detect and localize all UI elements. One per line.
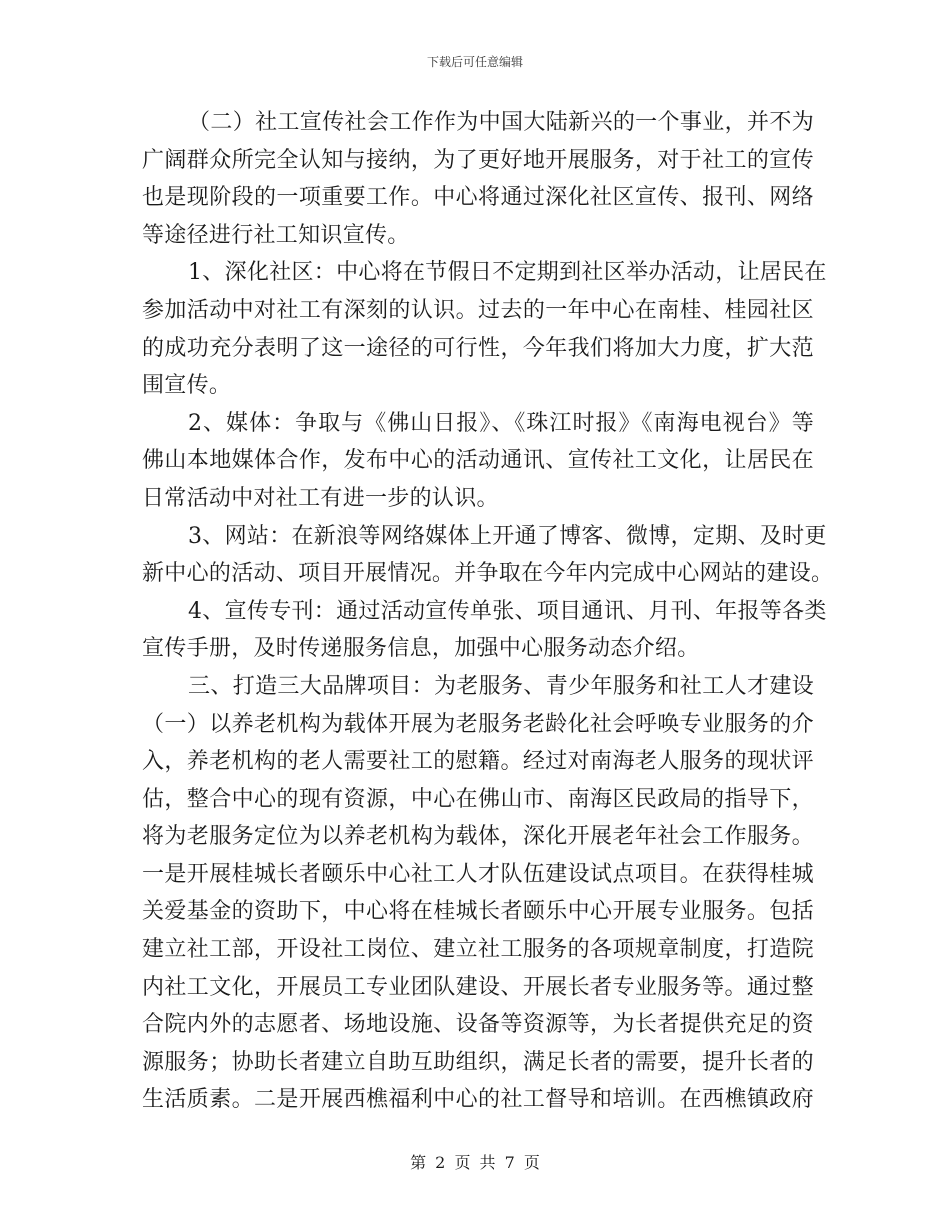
text-line: 关爱基金的资助下，中心将在桂城长者颐乐中心开展专业服务。包括 xyxy=(142,899,814,925)
text-line: 围宣传。 xyxy=(142,373,232,399)
text-line: 一是开展桂城长者颐乐中心社工人才队伍建设试点项目。在获得桂城 xyxy=(142,861,814,887)
page-number: 第 2 页 共 7 页 xyxy=(410,1153,540,1172)
text-line: 参加活动中对社工有深刻的认识。过去的一年中心在南桂、桂园社区 xyxy=(142,297,814,323)
text-line: （二）社工宣传社会工作作为中国大陆新兴的一个事业，并不为 xyxy=(188,110,814,135)
text-line: 2、媒体：争取与《佛山日报》、《珠江时报》《南海电视台》等 xyxy=(188,410,814,436)
text-line: 源服务；协助长者建立自助互助组织，满足长者的需要，提升长者的 xyxy=(142,1049,814,1075)
text-line: 建立社工部，开设社工岗位、建立社工服务的各项规章制度，打造院 xyxy=(142,937,814,963)
text-line: 将为老服务定位为以养老机构为载体，深化开展老年社会工作服务。 xyxy=(142,824,814,850)
text-line: 入，养老机构的老人需要社工的慰籍。经过对南海老人服务的现状评 xyxy=(142,749,814,775)
text-line: 三、打造三大品牌项目：为老服务、青少年服务和社工人才建设 xyxy=(188,673,814,699)
text-line: 日常活动中对社工有进一步的认识。 xyxy=(142,485,499,511)
text-line: （一）以养老机构为载体开展为老服务老龄化社会呼唤专业服务的介 xyxy=(142,711,814,737)
text-line: 也是现阶段的一项重要工作。中心将通过深化社区宣传、报刊、网络 xyxy=(142,185,814,211)
text-line: 内社工文化，开展员工专业团队建设、开展长者专业服务等。通过整 xyxy=(142,974,814,1000)
text-line: 1、深化社区：中心将在节假日不定期到社区举办活动，让居民在 xyxy=(188,260,827,286)
text-line: 宣传手册，及时传递服务信息，加强中心服务动态介绍。 xyxy=(142,636,700,662)
text-line: 的成功充分表明了这一途径的可行性，今年我们将加大力度，扩大范 xyxy=(142,335,814,361)
text-line: 估，整合中心的现有资源，中心在佛山市、南海区民政局的指导下， xyxy=(142,786,814,812)
text-line: 4、宣传专刊：通过活动宣传单张、项目通讯、月刊、年报等各类 xyxy=(188,598,827,624)
text-line: 佛山本地媒体合作，发布中心的活动通讯、宣传社工文化，让居民在 xyxy=(142,448,814,474)
text-line: 等途径进行社工知识宣传。 xyxy=(142,222,410,248)
page-header: 下载后可任意编辑 xyxy=(426,55,523,69)
text-line: 3、网站：在新浪等网络媒体上开通了博客、微博，定期、及时更 xyxy=(188,523,827,549)
text-line: 广阔群众所完全认知与接纳，为了更好地开展服务，对于社工的宣传 xyxy=(142,147,814,173)
text-line: 生活质素。二是开展西樵福利中心的社工督导和培训。在西樵镇政府 xyxy=(142,1087,814,1113)
document-body xyxy=(142,104,834,1119)
text-line: 新中心的活动、项目开展情况。并争取在今年内完成中心网站的建设。 xyxy=(142,561,834,587)
text-line: 合院内外的志愿者、场地设施、设备等资源等，为长者提供充足的资 xyxy=(142,1012,814,1038)
